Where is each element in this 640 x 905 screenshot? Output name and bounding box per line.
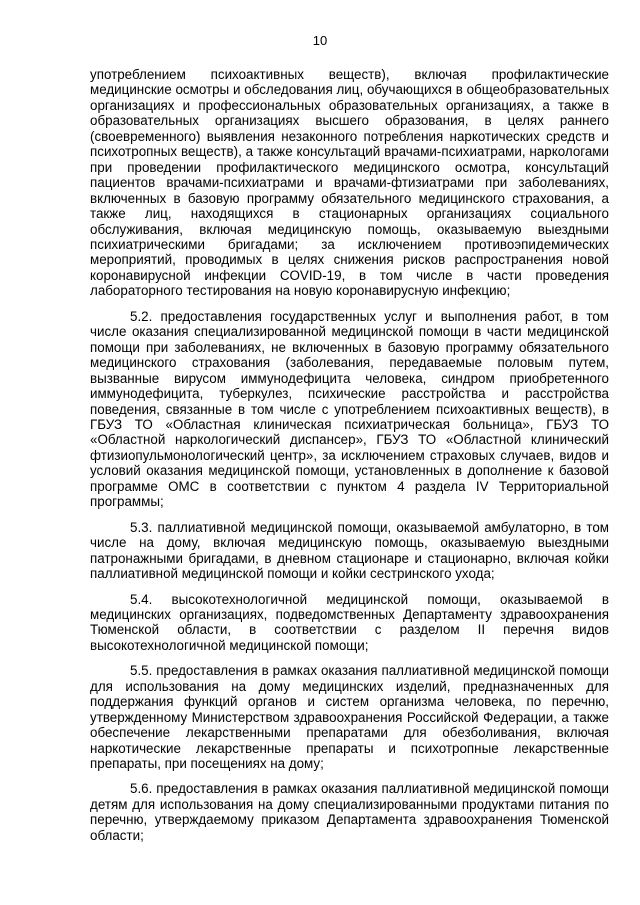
paragraph-5-5: 5.5. предоставления в рамках оказания паллиативной медицинской помощи для использования на дому медицинских изделий, предназначенных для поддержания функций органов и систем организма человека, по перечню, утвержденному Министерством здравоохранения Российской Федерации, а также обеспечение лекарственными препаратами для обезболивания, включая наркотические лекарственные препараты и психотропные лекарственные препараты, при посещениях на дому; <box>90 663 609 772</box>
paragraph-5-4: 5.4. высокотехнологичной медицинской помощи, оказываемой в медицинских организациях, подведомственных Департаменту здравоохранения Тюменской области, в соответствии с разделом II перечня видов высокотехнологичной медицинской помощи; <box>90 591 609 653</box>
paragraph-5-2: 5.2. предоставления государственных услуг и выполнения работ, в том числе оказания специализированной медицинской помощи в части медицинской помощи при заболеваниях, не включенных в базовую программу обязательного медицинского страхования (заболевания, передаваемые половым путем, вызванные вирусом иммунодефицита человека, синдром приобретенного иммунодефицита, туберкулез, психические расстройства и расстройства поведения, связанные в том числе с употреблением психоактивных веществ), в ГБУЗ ТО «Областная клиническая психиатрическая больница», ГБУЗ ТО «Областной наркологический диспансер», ГБУЗ ТО «Областной клинический фтизиопульмонологический центр», за исключением страховых случаев, видов и условий оказания медицинской помощи, установленных в дополнение к базовой программе ОМС в соответствии с пунктом 4 раздела IV Территориальной программы; <box>90 308 609 510</box>
paragraph-5-6: 5.6. предоставления в рамках оказания паллиативной медицинской помощи детям для использования на дому специализированными продуктами питания по перечню, утверждаемому приказом Департамента здравоохранения Тюменской области; <box>90 781 609 843</box>
document-body <box>90 67 609 843</box>
paragraph-5-3: 5.3. паллиативной медицинской помощи, оказываемой амбулаторно, в том числе на дому, включая медицинскую помощь, оказываемую выездными патронажными бригадами, в дневном стационаре и стационарно, включая койки паллиативной медицинской помощи и койки сестринского ухода; <box>90 519 609 582</box>
page-number: 10 <box>312 33 328 48</box>
paragraph-continuation: употреблением психоактивных веществ), включая профилактические медицинские осмотры и обследования лиц, обучающихся в общеобразовательных организациях и профессиональных образовательных организациях, а также в образовательных организациях высшего образования, в целях раннего (своевременного) выявления незаконного потребления наркотических средств и психотропных веществ), а также консультаций врачами-психиатрами, наркологами при проведении профилактического медицинского осмотра, консультаций пациентов врачами-психиатрами и врачами-фтизиатрами при заболеваниях, включенных в базовую программу обязательного медицинского страхования, а также лиц, находящихся в стационарных организациях социального обслуживания, включая медицинскую помощь, оказываемую выездными психиатрическими бригадами; за исключением противоэпидемических мероприятий, проводимых в целях снижения рисков распространения новой коронавирусной инфекции COVID-19, в том числе в части проведения лабораторного тестирования на новую коронавирусную инфекцию; <box>90 67 609 299</box>
